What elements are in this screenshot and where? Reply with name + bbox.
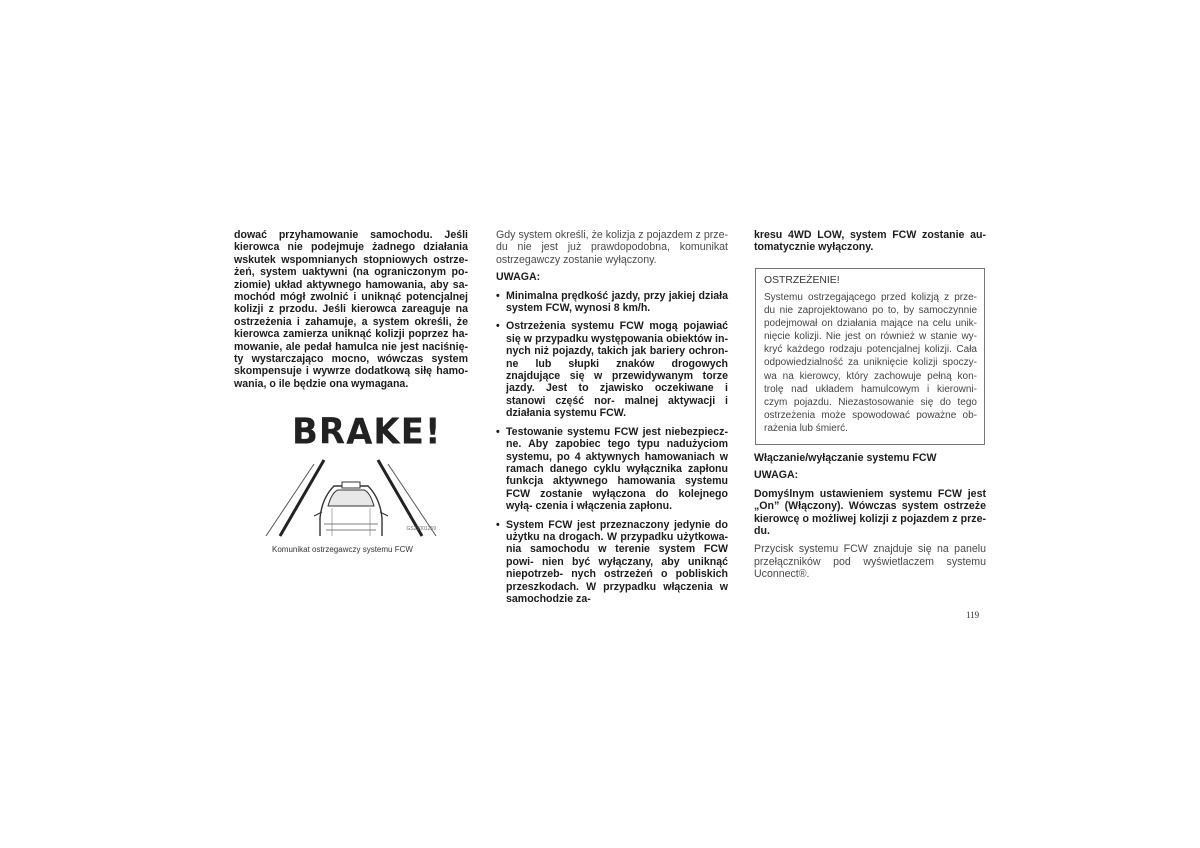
- note-label-2: UWAGA:: [754, 469, 799, 482]
- paragraph-button-location: Przycisk systemu FCW znajduje się na panelu przełączników pod wyświetlaczem systemu Uconnect®.: [754, 543, 986, 581]
- figure-caption: Komunikat ostrzegawczy systemu FCW: [272, 545, 413, 554]
- list-item: • System FCW jest przeznaczony jedynie do użytku na drogach. W przypadku użytkowa- nia samochodu w terenie system FCW powi- nien być wyłączany, aby uniknąć niepotrzeb- nych ostrzeżeń o pobliskich przeszkodach. W przypadku włączenia w samochodzie za-: [496, 519, 728, 606]
- brake-warning-text: BRAKE!: [292, 411, 442, 453]
- column-middle: [496, 229, 728, 611]
- page-number: 119: [966, 610, 980, 620]
- list-item: • Testowanie systemu FCW jest niebezpiecz- ne. Aby zapobiec tego typu nadużyciom systemu, po 4 aktywnych hamowaniach w ramach danego cyklu wyłącznika zapłonu funkcja aktywnego hamowania systemu FCW zostanie wyłączona do kolejnego wyłą- czenia i włączenia zapłonu.: [496, 426, 728, 513]
- list-item: • Ostrzeżenia systemu FCW mogą pojawiać się w przypadku występowania obiektów in- nych niż pojazdy, takich jak bariery ochron- ne lub słupki znaków drogowych znajdujące się w przewidywanym torze jazdy. Jest to zjawisko oczekiwane i stanowi część nor- malnej aktywacji i działania systemu FCW.: [496, 320, 728, 419]
- figure-code: GS23001259: [406, 526, 436, 532]
- note-list: [496, 290, 728, 606]
- paragraph-4wd: kresu 4WD LOW, system FCW zostanie au- tomatycznie wyłączony.: [754, 229, 986, 254]
- brake-warning-figure: [262, 408, 440, 538]
- paragraph-default-setting: Domyślnym ustawieniem systemu FCW jest „On” (Włączony). Wówczas system ostrzeże kierowcę o możliwej kolizji z pojazdem z prze- du.: [754, 487, 986, 538]
- note-label: UWAGA:: [496, 271, 541, 284]
- list-item: • Minimalna prędkość jazdy, przy jakiej działa system FCW, wynosi 8 km/h.: [496, 290, 728, 315]
- warning-body: Systemu ostrzegającego przed kolizją z prze- du nie zaprojektowano po to, by samoczynnie podejmował on działania mające na celu unik- nięcie kolizji. Nie jest on również w stanie wy- kryć każdego rodzaju potencjalnej kolizji. Cała odpowiedzialność za uniknięcie kolizji spoczy- wa na kierowcy, który zachowuje pełną kon- trolę nad układem hamulcowym i kierowni- czym pojazdu. Niezastosowanie się do tego ostrzeżenia może spowodować poważne ob- rażenia lub śmierć.: [764, 292, 977, 434]
- column-right-lower: [754, 452, 986, 581]
- paragraph-braking: dować przyhamowanie samochodu. Jeśli kierowca nie podejmuje żadnego działania wskutek wspomnianych stopniowych ostrze- żeń, system uaktywni (na ograniczonym po- ziomie) układ aktywnego hamowania, aby sa- mochód mógł zwolnić i uniknąć potencjalnej kolizji z przodu. Jeśli kierowca zareaguje na ostrzeżenia i zahamuje, a system określi, że kierowca zamierza uniknąć kolizji poprzez ha- mowanie, ale pedał hamulca nie jest naciśnię- ty wystarczająco mocno, wówczas system skompensuje i wywrze dodatkową siłę hamo- wania, o ile będzie ona wymagana.: [234, 229, 468, 390]
- column-right: [754, 229, 986, 254]
- warning-box: [755, 268, 985, 445]
- paragraph-intro: Gdy system określi, że kolizja z pojazdem z prze- du nie jest już prawdopodobna, komunikat ostrzegawczy zostanie wyłączony.: [496, 229, 728, 266]
- section-title: Włączanie/wyłączanie systemu FCW: [754, 452, 937, 464]
- column-left: [234, 229, 468, 390]
- warning-title: OSTRZEŻENIE!: [764, 275, 840, 286]
